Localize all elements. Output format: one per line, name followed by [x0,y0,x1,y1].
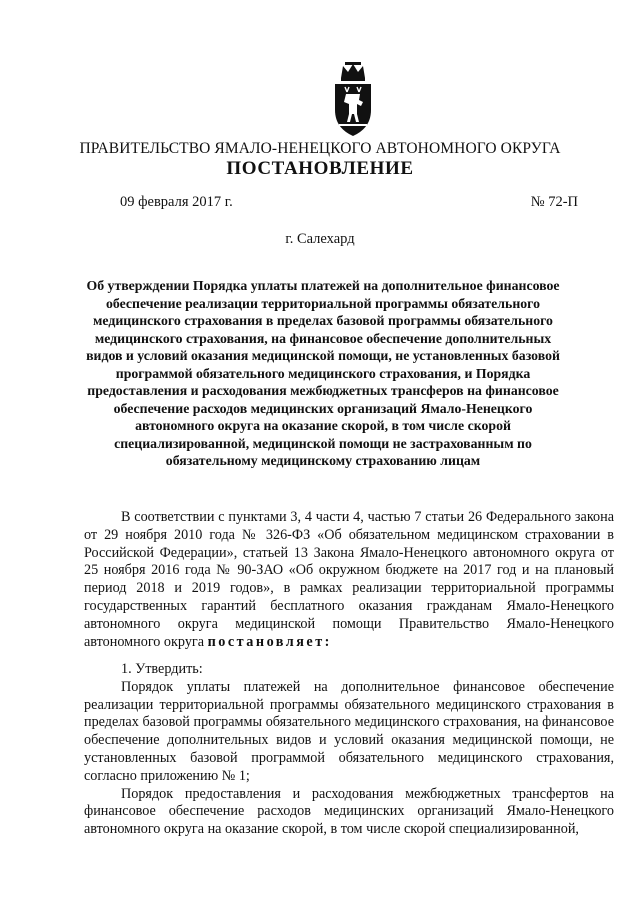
resolution-section [84,661,614,839]
resolution-item-1: Порядок уплаты платежей на дополнительное финансовое обеспечение реализации территориальной программы обязательного медицинского страхования в пределах базовой программы обязательного медицинского страхования, на финансовое обеспечение дополнительных видов и условий оказания медицинской помощи, не установленных базовой программой обязательного медицинского страхования, согласно приложению № 1; [84,678,614,784]
document-number: № 72-П [530,194,578,210]
preamble-paragraph [84,509,614,651]
document-city: г. Салехард [285,231,355,247]
government-title: ПРАВИТЕЛЬСТВО ЯМАЛО-НЕНЕЦКОГО АВТОНОМНОГО ОКРУГА [79,140,561,157]
document-heading: Об утверждении Порядка уплаты платежей на дополнительное финансовое обеспечение реализации территориальной программы обязательного медицинского страхования в пределах базовой программы обязательного медицинского страхования, на финансовое обеспечение дополнительных видов и условий оказания медицинской помощи, не установленных базовой программой обязательного медицинского страхования, и Порядка предоставления и расходования межбюджетных трансферов на финансовое обеспечение расходов медицинских организаций Ямало-Ненецкого автономного округа на оказание скорой, в том числе скорой специализированной, медицинской помощи не застрахованным по обязательному медицинскому страхованию лицам [86,278,560,468]
document-date: 09 февраля 2017 г. [120,194,233,210]
coat-of-arms-icon [331,60,375,140]
resolution-verb: постановляет: [207,633,332,650]
preamble-text: В соответствии с пунктами 3, 4 части 4, частью 7 статьи 26 Федерального закона от 29 ноября 2010 года № 326-ФЗ «Об обязательном медицинском страховании в Российской Федерации», статьей 13 Закона Ямало-Ненецкого автономного округа от 25 ноября 2016 года № 90-ЗАО «Об окружном бюджете на 2017 год и на плановый период 2018 и 2019 годов», в рамках реализации территориальной программы государственных гарантий бесплатного оказания гражданам Ямало-Ненецкого автономного округа медицинской помощи Правительство Ямало-Ненецкого автономного округа [84,509,614,650]
resolution-item-2: Порядок предоставления и расходования межбюджетных трансфертов на финансовое обеспечение расходов медицинских организаций Ямало-Ненецкого автономного округа на оказание скорой, в том числе скорой специализированной, [84,785,614,838]
document-type: ПОСТАНОВЛЕНИЕ [226,158,414,179]
resolution-point: 1. Утвердить: [121,661,203,677]
